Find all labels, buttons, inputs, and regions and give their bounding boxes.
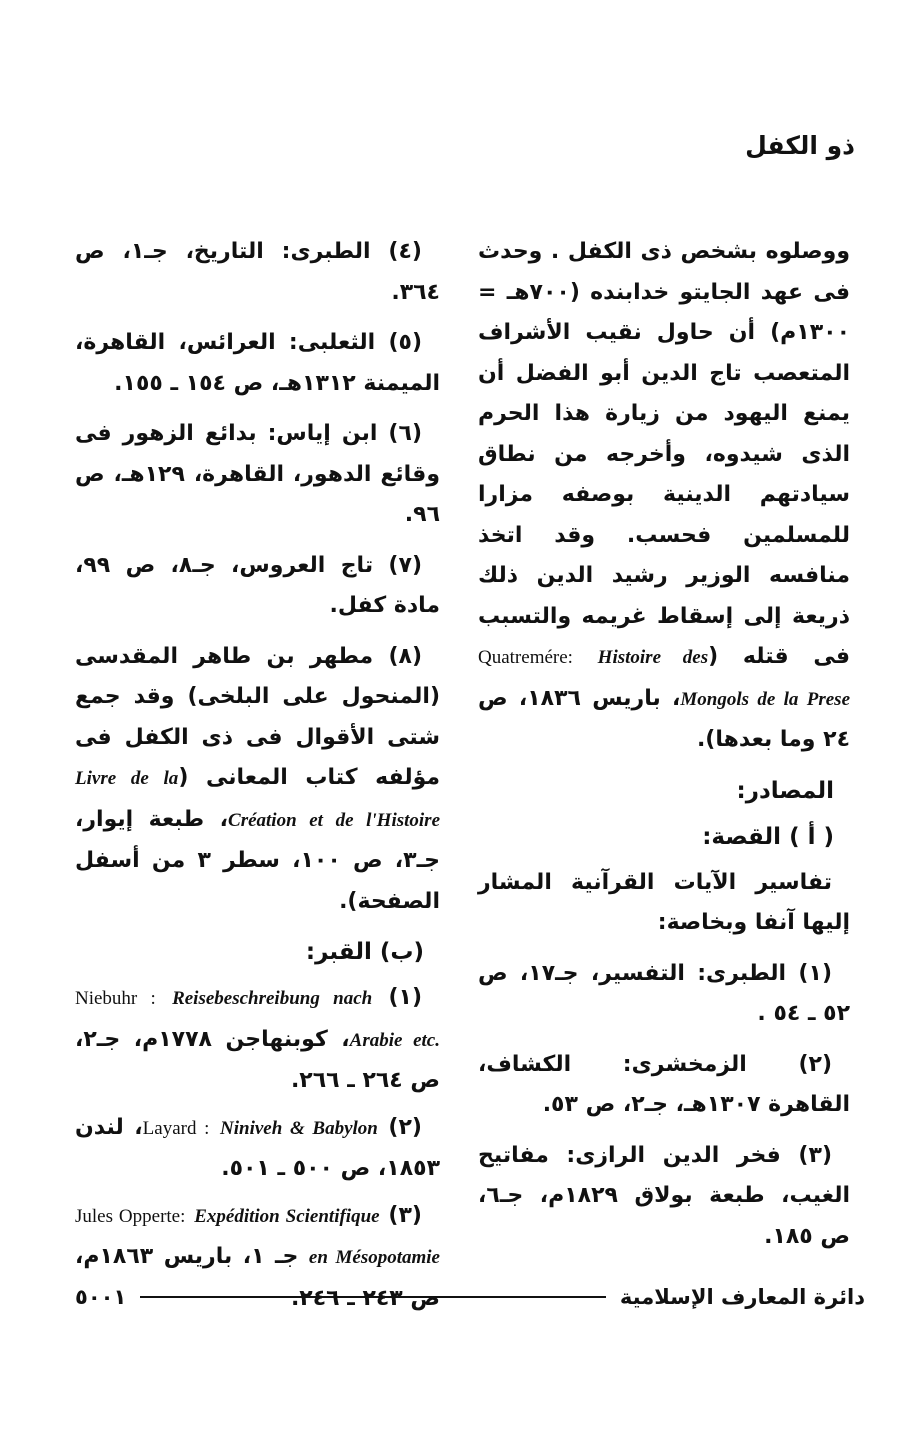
reference-7: (٧) تاج العروس، جـ٨، ص ٩٩، مادة كفل. [75,552,440,618]
footer-rule [140,1296,606,1298]
reference-2: (٢) الزمخشرى: الكشاف، القاهرة ١٣٠٧هـ، جـ٢، ص ٥٣. [478,1051,850,1117]
grave-reference-2: (٢) Layard : Niniveh & Babylon، لندن ١٨٥٣، ص ٥٠٠ ـ ٥٠١. [75,1114,440,1181]
sources-heading: المصادر: [736,777,834,804]
reference-8-work: Livre de la Création et de l'Histoire [75,768,440,831]
reference-8: (٨) مطهر بن طاهر المقدسى (المنحول على البلخى) وقد جمع شتى الأقوال فى ذى الكفل فى مؤلفه كتاب المعانى (Livre de la Création et de l'Histoire، طبعة إيوار، جـ٣، ص ١٠٠، سطر ٣ من أسفل الصفحة). [75,643,441,914]
reference-3: (٣) فخر الدين الرازى: مفاتيح الغيب، طبعة بولاق ١٨٢٩م، جـ٦، ص ١٨٥. [478,1142,851,1249]
intro-author: Quatremére: [478,647,573,668]
grave-reference-3: (٣) Jules Opperte: Expédition Scientifique en Mésopotamie جـ ١، باريس ١٨٦٣م، ص ٢٤٣ ـ ٢٤٦. [75,1202,440,1311]
grave-reference-1: (١) Niebuhr : Reisebeschreibung nach Arabie etc.، كوبنهاجن ١٧٧٨م، جـ٢، ص ٢٦٤ ـ ٢٦٦. [75,985,440,1093]
footer [75,1280,865,1314]
running-head: ذو الكفل [745,131,855,160]
page-number: ٥٠٠١ [75,1285,127,1309]
grave-heading: (ب) القبر: [305,939,424,965]
reference-1: (١) الطبرى: التفسير، جـ١٧، ص ٥٢ ـ ٥٤ . [478,960,850,1026]
reference-4: (٤) الطبرى: التاريخ، جـ١، ص ٣٦٤. [75,239,440,305]
intro-work: Histoire des Mongols de la Prese [597,647,850,710]
reference-5: (٥) الثعلبى: العرائس، القاهرة، الميمنة ١٣١٢هـ، ص ١٥٤ ـ ١٥٥. [75,330,440,396]
story-note: تفاسير الآيات القرآنية المشار إليها آنفا وبخاصة: [478,869,850,935]
right-column [478,232,850,1267]
footer-title: دائرة المعارف الإسلامية [619,1285,865,1309]
reference-6: (٦) ابن إياس: بدائع الزهور فى وقائع الدهور، القاهرة، ١٢٩هـ، ص ٩٦. [75,421,440,527]
left-column [75,232,440,1325]
intro-paragraph: ووصلوه بشخص ذى الكفل . وحدث فى عهد الجايتو خدابنده (٧٠٠هـ = ١٣٠٠م) أن حاول نقيب الأشراف المتعصب تاج الدين أبو الفضل أن يمنع اليهود من زيارة هذا الحرم الذى شيدوه، وأخرجه من نطاق سيادتهم الدينية بوصفه مزارا للمسلمين فحسب. وقد اتخذ منافسه الوزير رشيد الدين ذلك ذريعة إلى إسقاط غريمه والتسبب فى قتله (Quatremére: Histoire des Mongols de la Prese، باريس ١٨٣٦، ص ٢٤ وما بعدها). [478,239,850,752]
story-heading: ( أ ) القصة: [702,823,834,850]
